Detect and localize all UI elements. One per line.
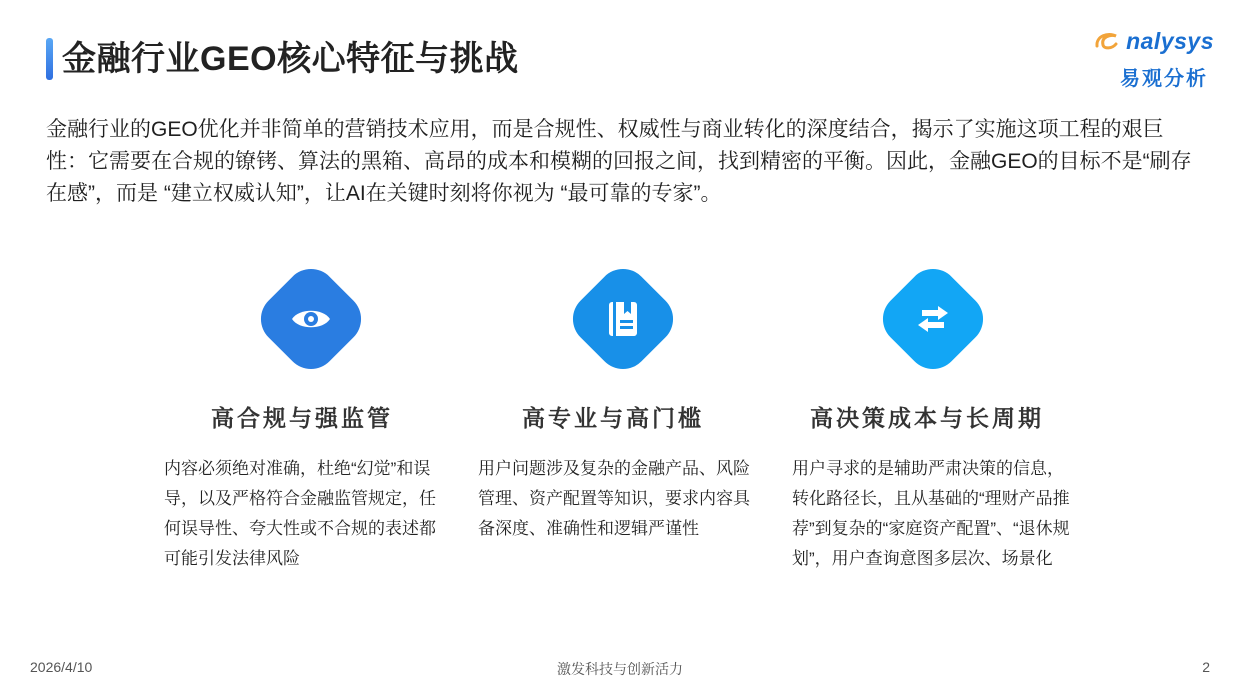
book-icon [598, 294, 648, 344]
intro-paragraph: 金融行业的GEO优化并非简单的营销技术应用，而是合规性、权威性与商业转化的深度结合，揭示了实施这项工程的艰巨性：它需要在合规的镣铐、算法的黑箱、高昂的成本和模糊的回报之间，找到精密的平衡。因此，金融GEO的目标不是“刷存在感”，而是 “建立权威认知”，让AI在关键时刻将你视为 “最可靠的专家”。 [46, 118, 1192, 205]
card-description: 内容必须绝对准确，杜绝“幻觉”和误导，以及严格符合金融监管规定，任何误导性、夸大性或不合规的表述都可能引发法律风险 [164, 459, 436, 568]
logo-chinese-name: 易观分析 [1120, 68, 1208, 90]
card-description: 用户问题涉及复杂的金融产品、风险管理、资产配置等知识，要求内容具备深度、准确性和逻辑严谨性 [478, 459, 750, 538]
feature-card-expertise [478, 258, 782, 618]
card-description: 用户寻求的是辅助严肃决策的信息，转化路径长，且从基础的“理财产品推荐”到复杂的“家庭资产配置”、“退休规划”，用户查询意图多层次、场景化 [792, 459, 1070, 568]
card-icon-badge [562, 258, 684, 380]
card-icon-badge [872, 258, 994, 380]
page-number: 2 [1202, 659, 1210, 675]
footer-date: 2026/4/10 [30, 659, 93, 675]
title-accent-bar [46, 38, 53, 80]
feature-card-decision-cost [792, 258, 1096, 618]
analysys-logo [1094, 28, 1214, 90]
card-heading: 高专业与高门槛 [522, 405, 704, 431]
card-heading: 高决策成本与长周期 [810, 405, 1044, 431]
card-icon-badge [250, 258, 372, 380]
logo-wordmark: nalysys [1126, 28, 1214, 54]
card-heading: 高合规与强监管 [211, 405, 393, 431]
footer-slogan: 激发科技与创新活力 [557, 661, 683, 677]
exchange-icon [908, 294, 958, 344]
page-title: 金融行业GEO核心特征与挑战 [62, 40, 519, 78]
logo-swoosh-icon [1094, 30, 1120, 52]
feature-card-compliance [164, 258, 468, 618]
eye-icon [286, 294, 336, 344]
